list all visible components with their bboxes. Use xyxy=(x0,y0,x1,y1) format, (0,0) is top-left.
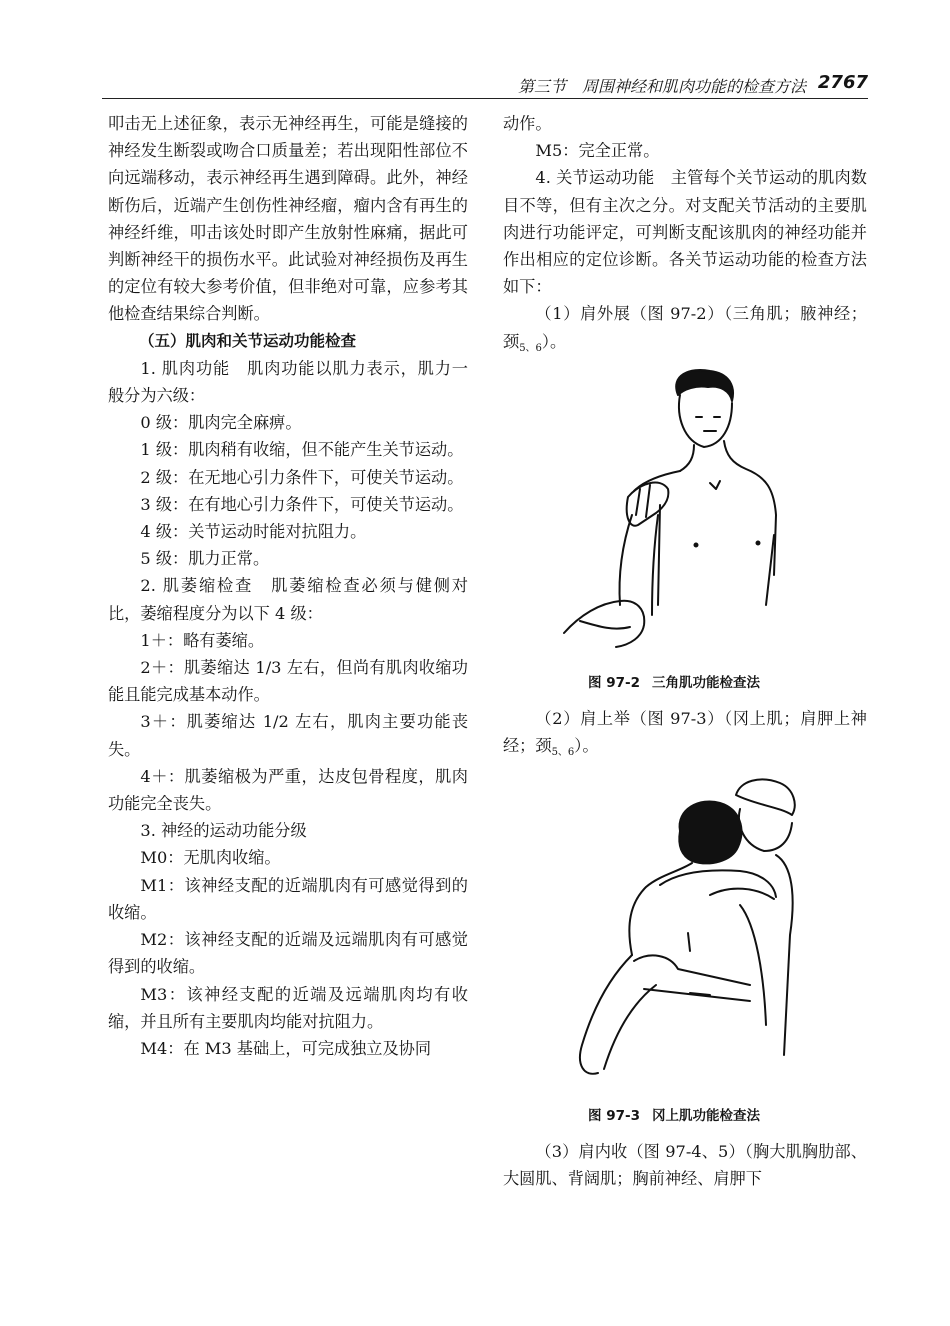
right-column-mid xyxy=(503,705,867,767)
atrophy-4: 4＋：肌萎缩极为严重，达皮包骨程度，肌肉功能完全丧失。 xyxy=(108,766,468,814)
page-number: 2767 xyxy=(817,72,868,93)
paragraph-muscle-function: 1. 肌肉功能 肌肉功能以肌力表示，肌力一般分为六级： xyxy=(108,358,468,406)
grade-5: 5 级：肌力正常。 xyxy=(140,549,270,569)
grade-3: 3 级：在有地心引力条件下，可使关节运动。 xyxy=(140,494,464,514)
item-shoulder-abduction: （1）肩外展（图 97-2）（三角肌；腋神经；颈$_{5、6}$）。 xyxy=(503,304,867,354)
grade-2: 2 级：在无地心引力条件下，可使关节运动。 xyxy=(140,467,464,487)
figure-deltoid-test-illustration xyxy=(560,365,790,655)
paragraph-joint-function: 4. 关节运动功能 主管每个关节运动的肌肉数目不等，但有主次之分。对支配关节活动的主要肌肉进行功能评定，可判断支配该肌肉的神经功能并作出相应的定位诊断。各关节运动功能的检查方法如下： xyxy=(503,168,867,297)
motor-m4-continued: 动作。 xyxy=(503,114,552,133)
motor-m1: M1：该神经支配的近端肌肉有可感觉得到的收缩。 xyxy=(108,875,468,922)
item-shoulder-elevation: （2）肩上举（图 97-3）（冈上肌；肩胛上神经；颈$_{5、6}$）。 xyxy=(503,709,867,759)
motor-m5: M5：完全正常。 xyxy=(535,141,660,161)
figure-97-3-caption: 图 97-3 冈上肌功能检查法 xyxy=(588,1108,760,1124)
header-title: 第三节 周围神经和肌肉功能的检查方法 xyxy=(517,77,806,96)
grade-4: 4 级：关节运动时能对抗阻力。 xyxy=(140,522,367,542)
motor-m0: M0：无肌肉收缩。 xyxy=(140,848,281,868)
item-shoulder-adduction: （3）肩内收（图 97-4、5）（胸大肌胸肋部、大圆肌、背阔肌；胸前神经、肩胛下 xyxy=(503,1142,867,1189)
section-heading: （五）肌肉和关节运动功能检查 xyxy=(139,331,357,350)
motor-m2: M2：该神经支配的近端及远端肌肉有可感觉得到的收缩。 xyxy=(108,930,468,977)
motor-m3: M3：该神经支配的近端及远端肌肉均有收缩，并且所有主要肌肉均能对抗阻力。 xyxy=(108,984,468,1031)
atrophy-2: 2＋：肌萎缩达 1/3 左右，但尚有肌肉收缩功能且能完成基本动作。 xyxy=(108,658,468,705)
running-header xyxy=(102,68,868,99)
paragraph-atrophy: 2. 肌萎缩检查 肌萎缩检查必须与健侧对比，萎缩程度分为以下 4 级： xyxy=(108,576,468,623)
grade-1: 1 级：肌肉稍有收缩，但不能产生关节运动。 xyxy=(140,440,464,460)
atrophy-3: 3＋：肌萎缩达 1/2 左右，肌肉主要功能丧失。 xyxy=(108,712,468,759)
figure-97-2-caption: 图 97-2 三角肌功能检查法 xyxy=(588,675,760,691)
paragraph-tinel-continued: 叩击无上述征象，表示无神经再生，可能是缝接的神经发生断裂或吻合口质量差；若出现阳性部位不向远端移动，表示神经再生遇到障碍。此外，神经断伤后，近端产生创伤性神经瘤，瘤内含有再生的神经纤维，叩击该处时即产生放射性麻痛，据此可判断神经干的损伤水平。此试验对神经损伤及再生的定位有较大参考价值，但非绝对可靠，应参考其他检查结果综合判断。 xyxy=(108,114,468,324)
paragraph-motor-grading: 3. 神经的运动功能分级 xyxy=(140,821,307,841)
figure-supraspinatus-test-illustration xyxy=(560,775,800,1095)
right-column-bottom xyxy=(503,1138,867,1192)
motor-m4: M4：在 M3 基础上，可完成独立及协同 xyxy=(140,1038,432,1058)
atrophy-1: 1＋：略有萎缩。 xyxy=(140,630,265,650)
right-column xyxy=(503,110,867,362)
left-column xyxy=(108,110,468,1062)
grade-0: 0 级：肌肉完全麻痹。 xyxy=(140,413,302,433)
